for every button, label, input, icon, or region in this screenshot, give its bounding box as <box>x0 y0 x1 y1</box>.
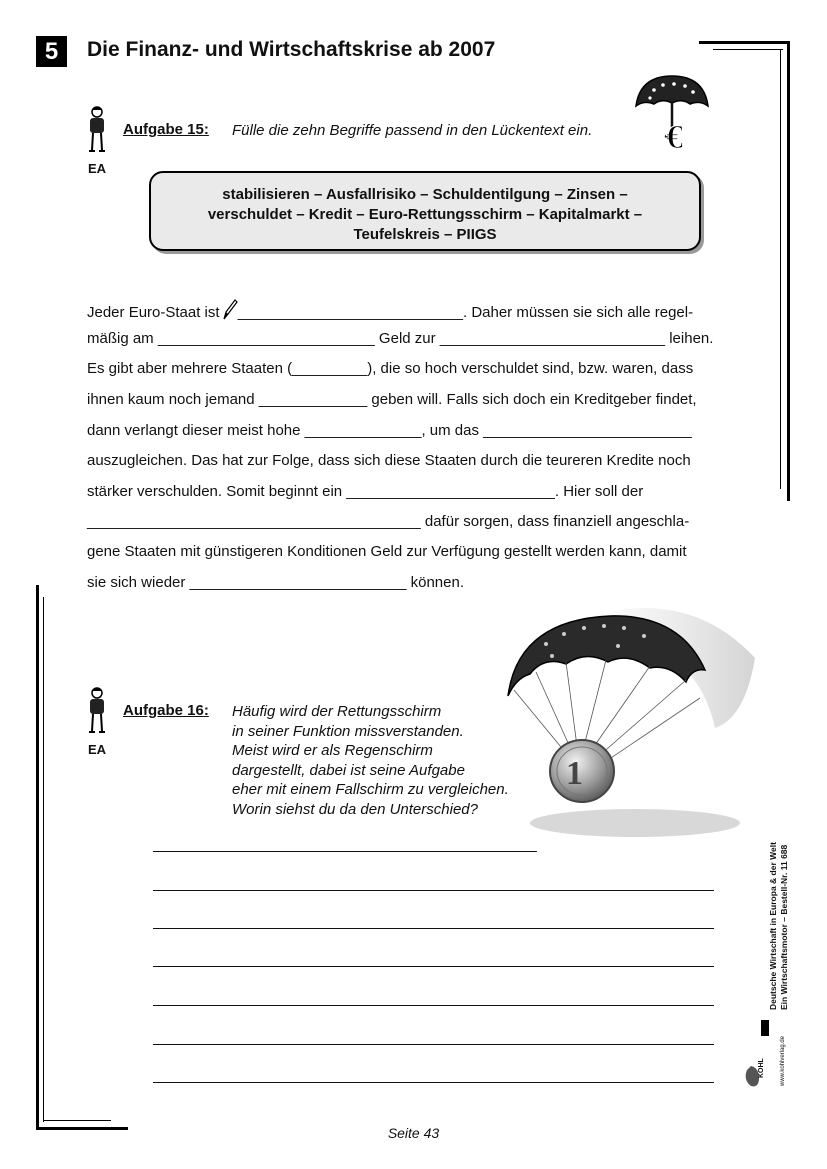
cloze-line <box>87 574 464 591</box>
task-16-label: Aufgabe 16: <box>123 702 209 719</box>
cloze-text: auszugleichen. Das hat zur Folge, dass sich diese Staaten durch die teureren Kredite noch <box>87 452 691 469</box>
publisher-url: www.kohlverlag.de <box>780 1035 786 1086</box>
answer-line[interactable] <box>153 928 714 929</box>
page-number: Seite 43 <box>387 1125 440 1141</box>
page-title: Die Finanz- und Wirtschaftskrise ab 2007 <box>87 38 496 61</box>
student-figure-icon <box>86 105 108 155</box>
frame-top-right-line-inner <box>713 49 783 50</box>
cloze-blank[interactable]: ___________________________ <box>237 304 463 321</box>
cloze-blank[interactable]: ___________________________ <box>439 330 666 347</box>
answer-line[interactable] <box>153 966 714 967</box>
cloze-text: . Hier soll der <box>554 483 644 500</box>
work-mode-label: EA <box>87 742 107 757</box>
frame-top-right-line <box>699 41 790 44</box>
coin-value-text: 1 <box>566 755 583 792</box>
task-15-label: Aufgabe 15: <box>123 121 209 138</box>
instruction-line: Worin siehst du da den Unterschied? <box>232 800 478 818</box>
cloze-blank[interactable]: _____________ <box>258 391 368 408</box>
cloze-line <box>87 452 691 469</box>
publisher-logo-icon <box>741 1020 771 1088</box>
cloze-text: Jeder Euro-Staat ist <box>87 304 224 321</box>
cloze-line <box>87 543 687 560</box>
word-bank-line: stabilisieren – Ausfallrisiko – Schuldentilgung – Zinsen – <box>222 186 628 203</box>
cloze-blank[interactable]: _________ <box>292 360 368 377</box>
svg-text:€: € <box>666 119 683 154</box>
instruction-line: Meist wird er als Regenschirm <box>232 742 433 759</box>
cloze-text: ihnen kaum noch jemand <box>87 391 259 408</box>
cloze-blank[interactable]: ________________________________________ <box>87 513 421 530</box>
cloze-blank[interactable]: _________________________ <box>346 483 555 500</box>
instruction-line: eher mit einem Fallschirm zu vergleichen. <box>232 781 509 798</box>
cloze-line <box>87 513 689 530</box>
cloze-text: sie sich wieder <box>87 574 190 591</box>
task-16-label-text: Aufgabe 16 <box>123 702 204 719</box>
cloze-blank[interactable]: _________________________ <box>483 422 692 439</box>
instruction-line: Häufig wird der Rettungsschirm <box>232 703 442 720</box>
cloze-blank[interactable]: __________________________ <box>157 330 375 347</box>
cloze-text: geben will. Falls sich doch ein Kreditgeber findet, <box>367 391 697 408</box>
cloze-text: stärker verschulden. Somit beginnt ein <box>87 483 347 500</box>
cloze-text: dafür sorgen, dass finanziell angeschla- <box>420 513 690 530</box>
answer-line[interactable] <box>153 851 537 852</box>
cloze-text: können. <box>406 574 464 591</box>
frame-left-vertical-line-inner <box>43 597 44 1122</box>
frame-right-vertical-line-inner <box>780 49 781 489</box>
student-figure-icon <box>86 686 108 736</box>
task-15-label-text: Aufgabe 15 <box>123 121 204 138</box>
publisher-name: KOHL <box>758 1058 765 1078</box>
word-bank-box <box>149 171 701 251</box>
cloze-text: . Daher müssen sie sich alle regel- <box>462 304 694 321</box>
answer-line[interactable] <box>153 890 714 891</box>
word-bank-line: verschuldet – Kredit – Euro-Rettungsschirm – Kapitalmarkt – <box>207 206 643 223</box>
pencil-icon <box>222 299 238 321</box>
answer-line[interactable] <box>153 1082 714 1083</box>
cloze-line <box>87 483 643 500</box>
cloze-blank[interactable]: ______________ <box>304 422 422 439</box>
frame-bottom-left-line-inner <box>43 1120 111 1121</box>
instruction-line: dargestellt, dabei ist seine Aufgabe <box>232 761 465 779</box>
cloze-text: dann verlangt dieser meist hohe <box>87 422 305 439</box>
cloze-text: mäßig am <box>87 330 158 347</box>
publication-title: Deutsche Wirtschaft in Europa & der Welt <box>768 842 778 1010</box>
cloze-text: , um das <box>421 422 484 439</box>
work-mode-label: EA <box>87 161 107 176</box>
cloze-text: gene Staaten mit günstigeren Konditionen Geld zur Verfügung gestellt werden kann, damit <box>87 543 687 560</box>
cloze-line <box>87 360 693 377</box>
cloze-blank[interactable]: __________________________ <box>189 574 407 591</box>
euro-umbrella-illustration <box>632 72 712 154</box>
cloze-line <box>87 299 693 321</box>
instruction-line: in seiner Funktion missverstanden. <box>232 722 464 740</box>
chapter-number-badge: 5 <box>36 36 67 67</box>
publication-subtitle: Ein Wirtschaftsmotor – Bestell-Nr. 11 688 <box>779 844 789 1010</box>
cloze-text: ), die so hoch verschuldet sind, bzw. waren, dass <box>367 360 694 377</box>
task-15-instruction: Fülle die zehn Begriffe passend in den Lückentext ein. <box>232 122 593 139</box>
cloze-text: Geld zur <box>374 330 440 347</box>
euro-parachute-illustration <box>500 598 760 853</box>
frame-right-vertical-line <box>787 41 790 501</box>
cloze-text: Es gibt aber mehrere Staaten ( <box>87 360 293 377</box>
publication-info <box>766 820 796 1010</box>
word-bank-line: Teufelskreis – PIIGS <box>353 226 497 243</box>
answer-line[interactable] <box>153 1005 714 1006</box>
cloze-line <box>87 330 713 347</box>
answer-line[interactable] <box>153 1044 714 1045</box>
frame-left-vertical-line <box>36 585 39 1130</box>
cloze-line <box>87 391 697 408</box>
cloze-text: leihen. <box>665 330 714 347</box>
cloze-line <box>87 422 692 439</box>
task-16-instruction <box>232 702 509 819</box>
